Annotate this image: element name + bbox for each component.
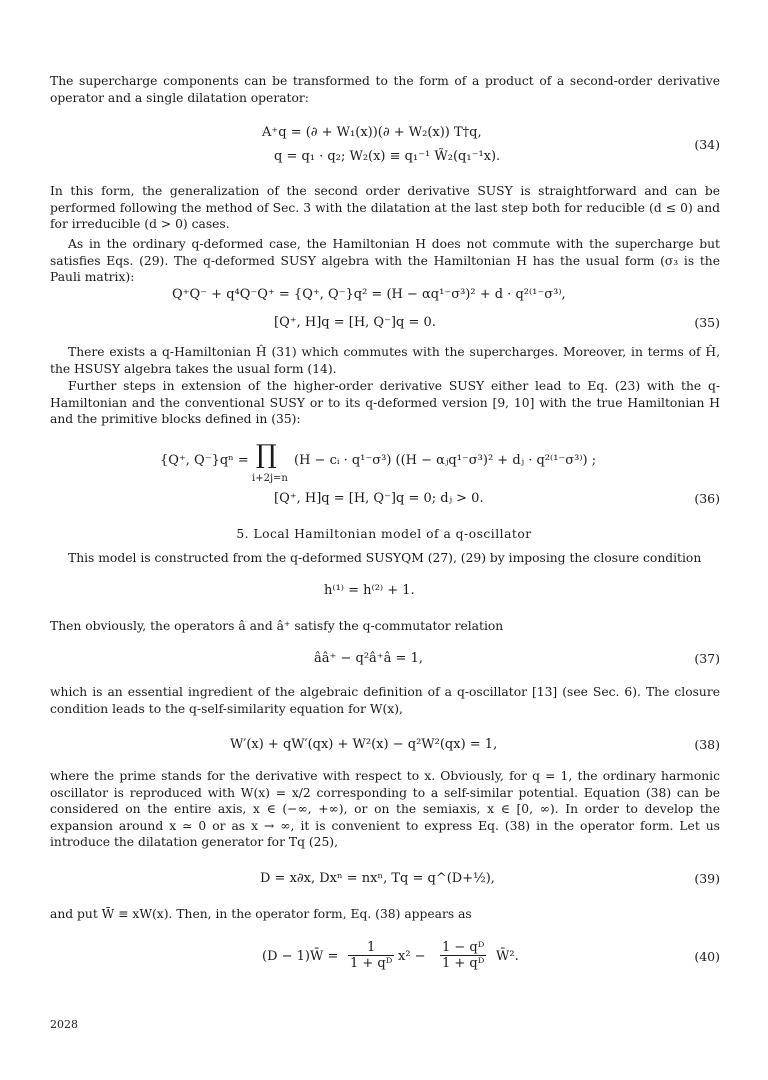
paragraph-q-hamiltonian: There exists a q-Hamiltonian Ĥ (31) which commutes with the supercharges. Moreover, in terms of Ĥ, the HSUSY algebra takes the usual form (14).	[50, 345, 720, 376]
equation-35a	[50, 284, 720, 306]
paragraph-ingredient: which is an essential ingredient of the algebraic definition of a q-oscillator [13] (see Sec. 6). The closure condition leads to the q-self-similarity equation for W(x),	[50, 685, 720, 716]
paragraph-hamiltonian: As in the ordinary q-deformed case, the Hamiltonian H does not commute with the supercharge but satisfies Eqs. (29). The q-deformed SUSY algebra with the Hamiltonian H has the usual form (σ₃ is the Pauli matrix):	[50, 237, 720, 284]
equation-36a-rhs: (H − cᵢ · q¹⁻σ³) ((H − αⱼq¹⁻σ³)² + dⱼ · q²⁽¹⁻σ³⁾) ;	[294, 453, 597, 468]
paragraph-operator-form: and put W̄ ≡ xW(x). Then, in the operator form, Eq. (38) appears as	[50, 907, 472, 921]
equation-40-middle: x² −	[398, 949, 426, 964]
equation-36a-lhs: {Q⁺, Q⁻}qⁿ =	[160, 453, 249, 468]
equation-40-fraction-2	[440, 940, 486, 971]
paragraph-further-steps: Further steps in extension of the higher-order derivative SUSY either lead to Eq. (23) with the q-Hamiltonian and the conventional SUSY or to its q-deformed version [9, 10] with the true Hamiltonian H and the primitive blocks defined in (35):	[50, 379, 720, 426]
equation-35b	[50, 312, 720, 334]
equation-35-number: (35)	[694, 315, 720, 330]
equation-38-body: W′(x) + qW′(qx) + W²(x) − q²W²(qx) = 1,	[230, 737, 498, 752]
equation-34-number-row	[50, 134, 720, 156]
paragraph-intro: The supercharge components can be transformed to the form of a product of a second-order derivative operator and a single dilatation operator:	[50, 74, 720, 105]
equation-closure-body: h⁽¹⁾ = h⁽²⁾ + 1.	[324, 583, 415, 598]
equation-35a-body: Q⁺Q⁻ + q⁴Q⁻Q⁺ = {Q⁺, Q⁻}q² = (H − αq¹⁻σ³)² + d · q²⁽¹⁻σ³⁾,	[172, 287, 566, 302]
section-heading: 5. Local Hamiltonian model of a q-oscillator	[236, 527, 532, 541]
equation-40-fraction-1-denominator: 1 + qᴰ	[350, 956, 393, 971]
equation-34a-body: A⁺q = (∂ + W₁(x))(∂ + W₂(x)) T†q,	[262, 125, 482, 140]
equation-36b	[50, 488, 720, 510]
paragraph-generalization: In this form, the generalization of the second order derivative SUSY is straightforward and can be performed following the method of Sec. 3 with the dilatation at the last step both for reducible (d ≤ 0) and for irreducible (d > 0) cases.	[50, 184, 720, 231]
equation-34b-body: q = q₁ · q₂; W₂(x) ≡ q₁⁻¹ W̃₂(q₁⁻¹x).	[274, 149, 501, 164]
equation-40-end: W̄².	[496, 949, 519, 964]
equation-34-number: (34)	[694, 137, 720, 152]
equation-36a	[50, 440, 720, 484]
equation-35b-body: [Q⁺, H]q = [H, Q⁻]q = 0.	[274, 315, 436, 330]
equation-37	[50, 648, 720, 670]
equation-39	[50, 868, 720, 890]
equation-40-fraction-1	[348, 940, 394, 971]
equation-40-fraction-1-numerator: 1	[348, 940, 394, 956]
equation-36b-body: [Q⁺, H]q = [H, Q⁻]q = 0; dⱼ > 0.	[274, 491, 484, 506]
equation-40-fraction-2-numerator: 1 − qᴰ	[442, 940, 485, 955]
equation-36a-index: i+2j=n	[252, 473, 288, 484]
equation-39-number: (39)	[694, 871, 720, 886]
paragraph-model: This model is constructed from the q-deformed SUSYQM (27), (29) by imposing the closure condition	[68, 551, 702, 565]
equation-40	[50, 940, 720, 976]
paragraph-prime: where the prime stands for the derivative with respect to x. Obviously, for q = 1, the ordinary harmonic oscillator is reproduced with W(x) = x/2 corresponding to a self-similar potential. Equation (38) can be considered on the entire axis, x ∈ (−∞, +∞), or on the semiaxis, x ∈ [0, ∞). In order to develop the expansion around x ≃ 0 or as x → ∞, it is convenient to express Eq. (38) in the operator form. Let us introduce the dilatation generator for Tq (25),	[50, 769, 720, 849]
paragraph-operators: Then obviously, the operators â and â⁺ satisfy the q-commutator relation	[50, 619, 504, 633]
equation-38-number: (38)	[694, 737, 720, 752]
page-number: 2028	[50, 1018, 78, 1031]
equation-40-number: (40)	[694, 949, 720, 964]
equation-37-body: ââ⁺ − q²â⁺â = 1,	[314, 651, 423, 666]
equation-36a-product: ∏	[256, 440, 277, 470]
equation-37-number: (37)	[694, 651, 720, 666]
equation-40-fraction-2-denominator: 1 + qᴰ	[442, 956, 485, 971]
equation-39-body: D = x∂x, Dxⁿ = nxⁿ, Tq = q^(D+½),	[260, 871, 495, 886]
equation-40-lhs: (D − 1)W̄ =	[262, 949, 339, 964]
equation-36-number: (36)	[694, 491, 720, 506]
equation-closure	[50, 580, 720, 602]
equation-38	[50, 734, 720, 756]
